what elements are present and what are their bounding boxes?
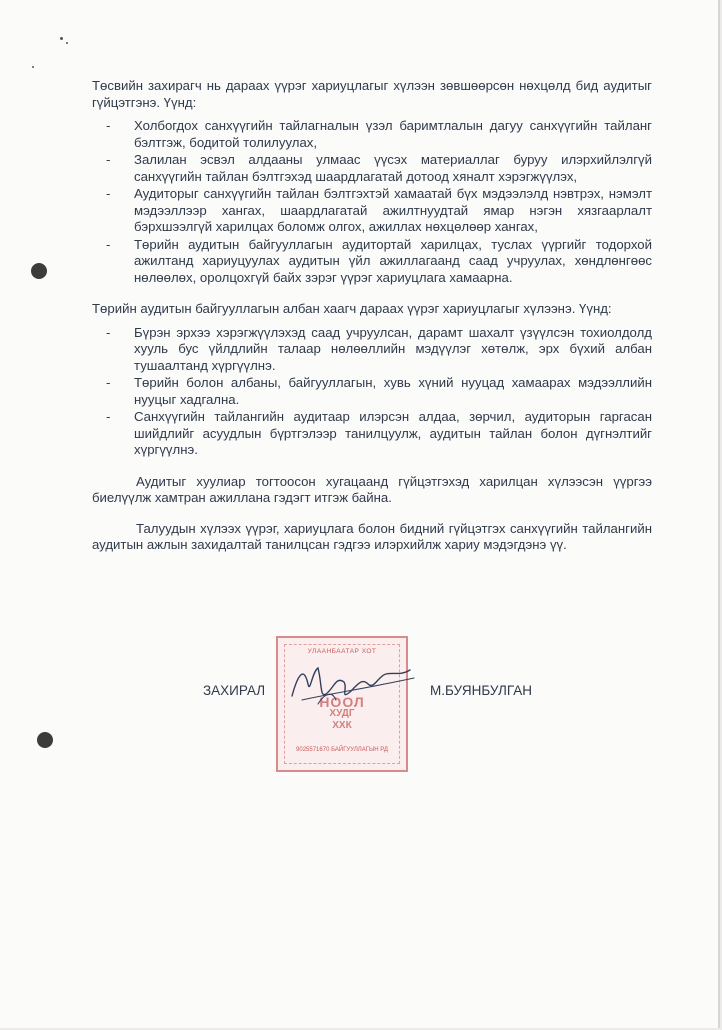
signatory-title: ЗАХИРАЛ	[203, 683, 266, 698]
director-duties-list	[92, 118, 652, 286]
intro-paragraph: Төсвийн захирагч нь дараах үүрэг хариуцлагыг хүлээн зөвшөөрсөн нөхцөлд бид аудитыг гүйцэтгэнэ. Үүнд:	[92, 78, 652, 110]
closing-paragraph-2: Талуудын хүлээх үүрэг, хариуцлага болон бидний гүйцэтгэх санхүүгийн тайлангийн аудитын ажлын захидалтай танилцсан гэдгээ илэрхийлж хариу мэдэгдэнэ үү.	[92, 520, 652, 552]
seal-line-3: ХХК	[332, 720, 352, 731]
closing-paragraph-1: Аудитыг хуулиар тогтоосон хугацаанд гүйцэтгэхэд харилцан хүлээсэн үүргээ биелүүлж хамтран ажиллана гэдэгт итгэж байна.	[92, 473, 652, 505]
list-item: - Холбогдох санхүүгийн тайлагналын үзэл баримтлалын дагуу санхүүгийн тайланг бэлтгэж, бодитой толилуулах,	[134, 118, 652, 151]
scan-speck	[60, 37, 63, 40]
seal-registration: 9025571670 БАЙГУУЛЛАГЫН РД	[296, 747, 388, 753]
signatory-name: М.БУЯНБУЛГАН	[430, 683, 533, 698]
list-item: - Төрийн аудитын байгууллагын аудитортай харилцах, туслах үүргийг тодорхой ажилтанд хариуцуулах аудитын үйл ажиллагаанд саад учруулах, хөндлөнгөөс нөлөөлөх, оролцохгүй байх зэрэг үүрэг хариуцлага хамаарна.	[134, 237, 652, 287]
auditor-intro-paragraph: Төрийн аудитын байгууллагын албан хаагч дараах үүрэг хариуцлагыг хүлээнэ. Үүнд:	[92, 301, 612, 316]
list-item: - Төрийн болон албаны, байгууллагын, хувь хүний нууцад хамаарах мэдээллийн нууцыг хадгална.	[134, 375, 652, 408]
list-item: - Бүрэн эрхээ хэрэгжүүлэхэд саад учруулсан, дарамт шахалт үзүүлсэн тохиолдолд хууль бус үйлдлийн талаар нөлөөллийн мэдүүлэг хөтөлж, эрх бүхий албан тушаалтанд хүргүүлнэ.	[134, 325, 652, 375]
punch-hole	[37, 732, 53, 748]
punch-hole	[31, 263, 47, 279]
seal-line-1: НООЛ	[319, 694, 365, 710]
letter-body	[92, 78, 652, 554]
scan-speck	[66, 42, 68, 44]
auditor-duties-list	[92, 325, 652, 459]
scan-speck	[32, 66, 34, 68]
signature-block	[0, 683, 718, 703]
seal-city: УЛААНБААТАР ХОТ	[307, 648, 377, 655]
list-item: - Санхүүгийн тайлангийн аудитаар илэрсэн алдаа, зөрчил, аудиторын гаргасан шийдлийг асуудлын бүртгэлээр танилцуулж, аудитын тайлан болон дүгнэлтийг хүргүүлнэ.	[134, 409, 652, 459]
list-item: - Аудиторыг санхүүгийн тайлан бэлтгэхтэй хамаатай бүх мэдээлэлд нэвтрэх, нэмэлт мэдээллээр хангах, шаардлагатай ажилтнуудтай ямар нэгэн хязгаарлалт бэрхшээлгүй харилцах боломж олгох, ажиллах нөхцөлөөр хангах,	[134, 186, 652, 236]
list-item: - Залилан эсвэл алдааны улмаас үүсэх материаллаг буруу илэрхийлэлгүй санхүүгийн тайлан бэлтгэхэд шаардлагатай дотоод хяналт хэрэгжүүлэх,	[134, 152, 652, 185]
seal-line-2: ХУДГ	[329, 708, 355, 719]
